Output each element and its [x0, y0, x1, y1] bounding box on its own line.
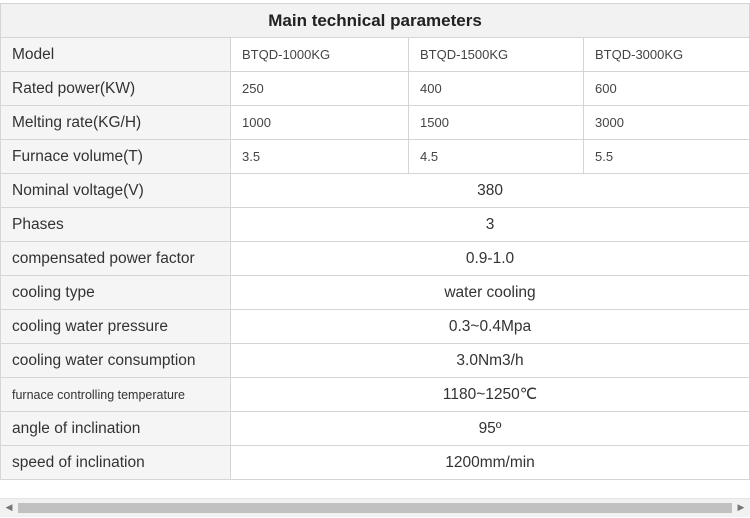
table-row [1, 446, 750, 480]
table-row [1, 106, 750, 140]
cell-value: 600 [584, 72, 750, 106]
cell-value: 0.9-1.0 [231, 242, 750, 276]
row-label: angle of inclination [1, 412, 231, 446]
row-label: Phases [1, 208, 231, 242]
cell-value: BTQD-1500KG [409, 38, 584, 72]
cell-value: water cooling [231, 276, 750, 310]
parameters-table [0, 3, 750, 480]
table-row [1, 174, 750, 208]
cell-value: BTQD-3000KG [584, 38, 750, 72]
table-row [1, 208, 750, 242]
table-row [1, 412, 750, 446]
cell-value: 3.0Nm3/h [231, 344, 750, 378]
table-row [1, 72, 750, 106]
table-row [1, 344, 750, 378]
cell-value: 1200mm/min [231, 446, 750, 480]
row-label: furnace controlling temperature [1, 378, 231, 412]
table-title: Main technical parameters [1, 4, 750, 38]
row-label: cooling water pressure [1, 310, 231, 344]
cell-value: 400 [409, 72, 584, 106]
cell-value: 1180~1250℃ [231, 378, 750, 412]
row-label: Rated power(KW) [1, 72, 231, 106]
table-row [1, 38, 750, 72]
cell-value: 5.5 [584, 140, 750, 174]
table-row [1, 310, 750, 344]
row-label: Nominal voltage(V) [1, 174, 231, 208]
scroll-left-icon[interactable]: ◀ [5, 503, 13, 513]
cell-value: 95º [231, 412, 750, 446]
cell-value: 1000 [231, 106, 409, 140]
cell-value: 3 [231, 208, 750, 242]
cell-value: 250 [231, 72, 409, 106]
cell-value: 0.3~0.4Mpa [231, 310, 750, 344]
table-row [1, 140, 750, 174]
cell-value: BTQD-1000KG [231, 38, 409, 72]
row-label: speed of inclination [1, 446, 231, 480]
row-label: cooling water consumption [1, 344, 231, 378]
table-row [1, 378, 750, 412]
row-label: cooling type [1, 276, 231, 310]
horizontal-scrollbar[interactable] [0, 498, 750, 517]
scrollbar-thumb[interactable] [18, 503, 732, 513]
row-label: Model [1, 38, 231, 72]
table-row [1, 276, 750, 310]
cell-value: 3.5 [231, 140, 409, 174]
table-title-row [1, 4, 750, 38]
scroll-right-icon[interactable]: ▶ [737, 503, 745, 513]
cell-value: 380 [231, 174, 750, 208]
row-label: Furnace volume(T) [1, 140, 231, 174]
cell-value: 3000 [584, 106, 750, 140]
row-label: compensated power factor [1, 242, 231, 276]
cell-value: 4.5 [409, 140, 584, 174]
cell-value: 1500 [409, 106, 584, 140]
table-row [1, 242, 750, 276]
row-label: Melting rate(KG/H) [1, 106, 231, 140]
